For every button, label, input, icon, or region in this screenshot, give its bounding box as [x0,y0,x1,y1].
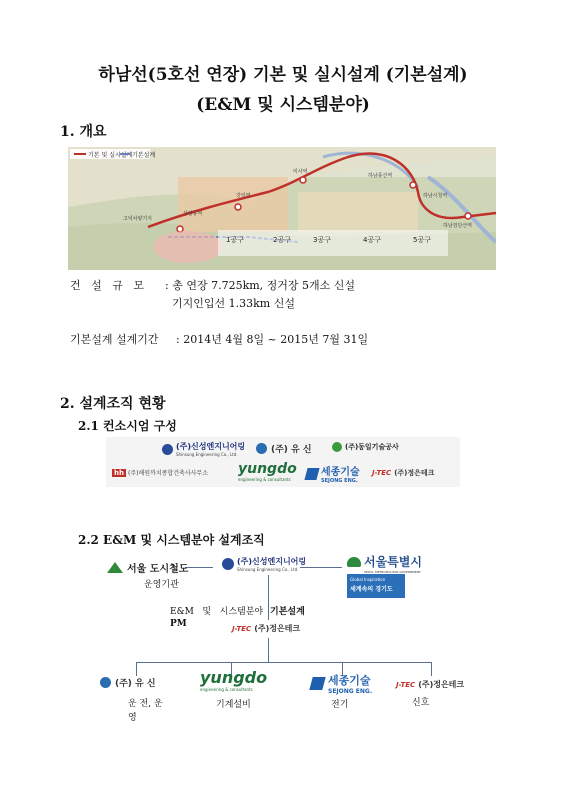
map-station-label: 고덕차량기지 [123,216,152,222]
member-yungdo-caption: 기계설비 [216,700,251,710]
map-zone-5: 5공구 [413,236,431,244]
yungdo-sub: engineering & consultants [238,477,291,482]
seoul-logo-icon [347,557,361,567]
pm-caption-b: 기본설계 [270,607,305,617]
member-jtec-name: (주)정은테크 [418,680,465,689]
org-lead-logo [232,623,300,634]
org-member-yooshin [100,676,156,689]
map-station-label: 하남풍산역 [368,173,393,179]
haewon-logo-icon: hh [114,468,124,477]
map-zone-3: 3공구 [313,236,331,244]
seoul-sub: SEOUL METROPOLITAN GOVERNMENT [364,570,421,574]
operator-name: 서울 도시철도 [127,564,189,575]
org-connector [136,662,137,676]
map-zone-1: 1공구 [226,236,244,244]
org-member-sejong [311,672,372,695]
org-member-yungdo [200,668,267,692]
member-yungdo-sub: engineering & consultants [200,687,253,692]
yooshin-logo-icon [100,677,111,688]
map-legend-1: 기본 및 실시설계 [88,152,133,159]
org-pm-logo [222,556,306,572]
sejong-name: 세종기술 [321,467,360,478]
member-sejong-caption: 전기 [331,700,349,710]
route-map-svg [68,147,496,270]
pm-caption-c: PM [170,619,187,629]
org-client-gyeonggi [347,574,405,598]
sejong-logo-icon [309,677,325,690]
org-connector [185,567,213,568]
dongil-logo-icon [332,442,342,452]
pm-caption-a: E&M 및 시스템분야 [170,607,264,617]
seoul-name: 서울특별시 [364,555,422,569]
scale-line-1: : 총 연장 7.725km, 정거장 5개소 신설 [165,279,356,292]
scale-line-2: 기지인입선 1.33km 신설 [172,297,295,310]
jtec-logo-icon: J-TEC [396,680,416,689]
seoul-metro-logo-icon [107,562,123,573]
consortium-logos [106,437,460,487]
logo-haewon [112,468,208,477]
map-station-label: 하남시청역 [423,193,448,199]
org-connector [431,662,432,676]
section-1-heading: 1. 개요 [60,124,107,140]
org-connector [300,567,342,568]
subsection-2-1-heading: 2.1 컨소시엄 구성 [78,419,177,433]
jtec-name: (주)정은테크 [394,469,435,477]
period-value: : 2014년 4월 8일 ~ 2015년 7월 31일 [176,333,369,346]
map-legend-2: 기본설계 [132,152,156,159]
route-map [68,147,496,270]
member-yungdo-name: yungdo [200,668,268,687]
map-zone-4: 4공구 [363,236,381,244]
logo-sejong [306,463,360,484]
dongil-name: (주)동일기술공사 [345,443,399,451]
org-connector [268,575,269,620]
lead-name: (주)정은테크 [254,624,301,633]
shinsung-sub: Shinsung Engineering Co., Ltd. [176,452,238,457]
page-subtitle: (E&M 및 시스템분야) [196,95,370,115]
org-operator-logo [107,560,188,575]
period-label: 기본설계 설계기간 [70,333,159,346]
member-jtec-caption: 신호 [412,698,430,708]
yooshin-logo-icon [256,443,267,454]
map-station-label: 상일동역 [183,211,203,217]
sejong-logo-icon [304,468,319,480]
member-sejong-sub: SEJONG ENG. [328,688,373,695]
sejong-sub: SEJONG ENG. [321,478,358,484]
haewon-name: (주)해원까치종합건축사사무소 [127,470,208,477]
org-connector [136,662,432,663]
shinsung-name: (주)신성엔지니어링 [176,442,246,451]
member-yooshin-caption: 운 전, 운 영 [128,699,163,723]
member-sejong-name: 세종기술 [328,674,371,687]
pm-logo-sub: Shinsung Engineering Co., Ltd. [237,567,299,572]
org-member-jtec [396,679,464,690]
shinsung-logo-icon [162,444,173,455]
org-client-seoul [347,553,422,574]
gyeonggi-name: 세계속의 경기도 [350,586,393,593]
page-title: 하남선(5호선 연장) 기본 및 실시설계 (기본설계) [98,65,468,85]
logo-shinsung [162,441,245,457]
logo-dongil [332,442,399,452]
subsection-2-2-heading: 2.2 E&M 및 시스템분야 설계조직 [78,533,265,547]
shinsung-logo-icon [222,558,234,570]
member-yooshin-name: (주) 유 신 [115,679,156,689]
map-zone-2: 2공구 [273,236,291,244]
pm-logo-name: (주)신성엔지니어링 [237,557,307,566]
jtec-logo-icon: J-TEC [232,624,252,633]
org-connector [268,638,269,662]
scale-label: 건 설 규 모 [70,279,144,292]
map-station-label: 강일역 [236,193,251,199]
logo-yungdo [238,461,297,482]
jtec-logo-icon: J-TEC [372,469,392,477]
map-station-label: 하남검단산역 [443,223,472,229]
operator-caption: 운영기관 [144,580,179,590]
logo-yooshin [256,442,312,455]
yooshin-name: (주) 유 신 [271,445,312,455]
logo-jtec [372,468,434,478]
section-2-heading: 2. 설계조직 현황 [60,396,166,412]
yungdo-name: yungdo [238,461,297,477]
map-station-label: 미사역 [293,169,308,175]
gyeonggi-sub: Global Inspiration [350,577,386,582]
